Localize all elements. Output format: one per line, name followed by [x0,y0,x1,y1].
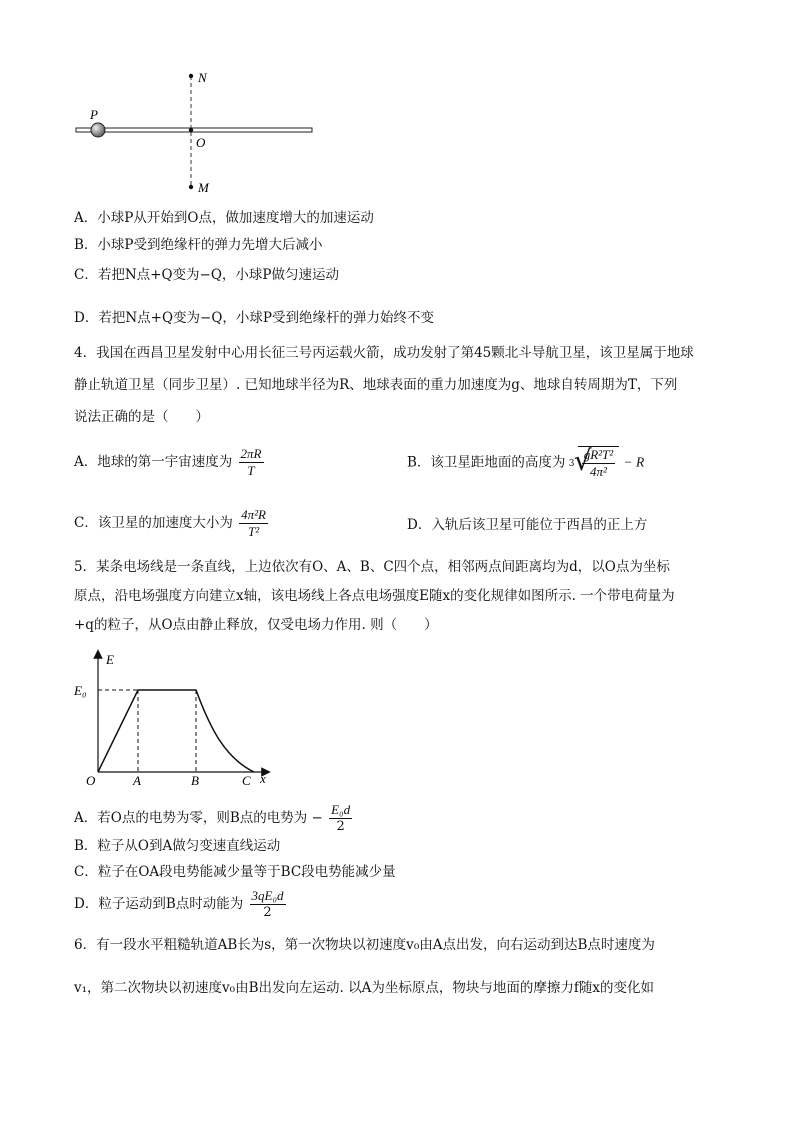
label-M: M [198,180,209,195]
q5-option-b: B．粒子从O到A做匀变速直线运动 [74,838,281,854]
label-N: N [198,70,207,85]
q4-option-a: A．地球的第一宇宙速度为 $\frac{2\pi R}{T}$ [74,446,262,478]
e-field-curve [98,690,254,772]
q4-stem-line3: 说法正确的是（ ） [74,409,209,425]
label-b: B [191,773,199,788]
q3-option-b: B．小球P受到绝缘杆的弹力先增大后减小 [74,237,323,253]
q5-stem-line2: 原点，沿电场强度方向建立x轴，该电场线上各点电场强度E随x的变化规律如图所示. 一个带电荷量为 [74,588,675,604]
fraction: $\frac{\text{E₀d}}{2}$ [331,802,351,834]
label-c: C [242,773,251,788]
figure-e-x-graph [70,648,280,788]
q3-option-c: C．若把N点+Q变为−Q，小球P做匀速运动 [74,267,339,283]
label-P: P [90,107,98,122]
insulating-rod [76,128,312,132]
q6-stem-line1: 6．有一段水平粗糙轨道AB长为s，第一次物块以初速度v₀由A点出发，向右运动到达B点时速度为 [74,937,655,953]
q5-stem-line3: +q的粒子，从O点由静止释放，仅受电场力作用. 则（ ） [74,617,438,633]
label-O: O [196,135,206,150]
q5-option-d: D．粒子运动到B点时动能为 $\frac{\text{3qE₀d}}{2}$ [74,888,284,920]
q3-option-d: D．若把N点+Q变为−Q，小球P受到绝缘杆的弹力始终不变 [74,310,434,326]
point-N [189,74,193,78]
fraction: $\frac{\text{4π²R}}{\text{T²}}$ [241,507,266,539]
label-o: O [86,773,96,788]
q5-option-c: C．粒子在OA段电势能减少量等于BC段电势能减少量 [74,864,396,880]
q5-stem-line1: 5．某条电场线是一条直线，上边依次有O、A、B、C四个点，相邻两点间距离均为d，以O点为坐标 [74,559,670,575]
label-a: A [133,773,141,788]
fraction: $\frac{\text{3qE₀d}}{2}$ [251,888,284,920]
q4-stem-line1: 4．我国在西昌卫星发射中心用长征三号丙运载火箭，成功发射了第45颗北斗导航卫星，该卫星属于地球 [74,345,694,361]
label-e0: E₀ [74,683,87,698]
q4-stem-line2: 静止轨道卫星（同步卫星）. 已知地球半径为R、地球表面的重力加速度为g、地球自转周期为T，下列 [74,377,678,393]
point-O [189,128,193,132]
q4-option-d: D．入轨后该卫星可能位于西昌的正上方 [407,517,648,533]
ball-P [91,123,105,137]
axis-label-e: E [106,652,114,667]
q6-stem-line2: v₁，第二次物块以初速度v₀由B出发向左运动. 以A为坐标原点，物块与地面的摩擦力f随x的变化如 [74,980,654,996]
point-M [189,185,193,189]
axis-label-x: x [260,771,266,786]
cube-root: 3 √ $\frac{\text{gR²T²}}{\text{4π²}}$ [570,446,619,480]
q4-option-c: C．该卫星的加速度大小为 $\frac{\text{4π²R}}{\text{T²}}$ [74,507,266,539]
fraction: $\frac{\text{gR²T²}}{\text{4π²}}$ [583,447,614,479]
fraction: $\frac{2\pi R}{T}$ [240,446,262,478]
figure-rod-charge [70,66,320,198]
q5-option-a: A．若O点的电势为零，则B点的电势为 − $\frac{\text{E₀d}}{2}$ [74,802,351,834]
q3-option-a: A．小球P从开始到O点，做加速度增大的加速运动 [74,210,374,226]
q4-option-b: B．该卫星距地面的高度为 3 √ $\frac{\text{gR²T²}}{\text{4π²}}$ − R [407,444,645,479]
